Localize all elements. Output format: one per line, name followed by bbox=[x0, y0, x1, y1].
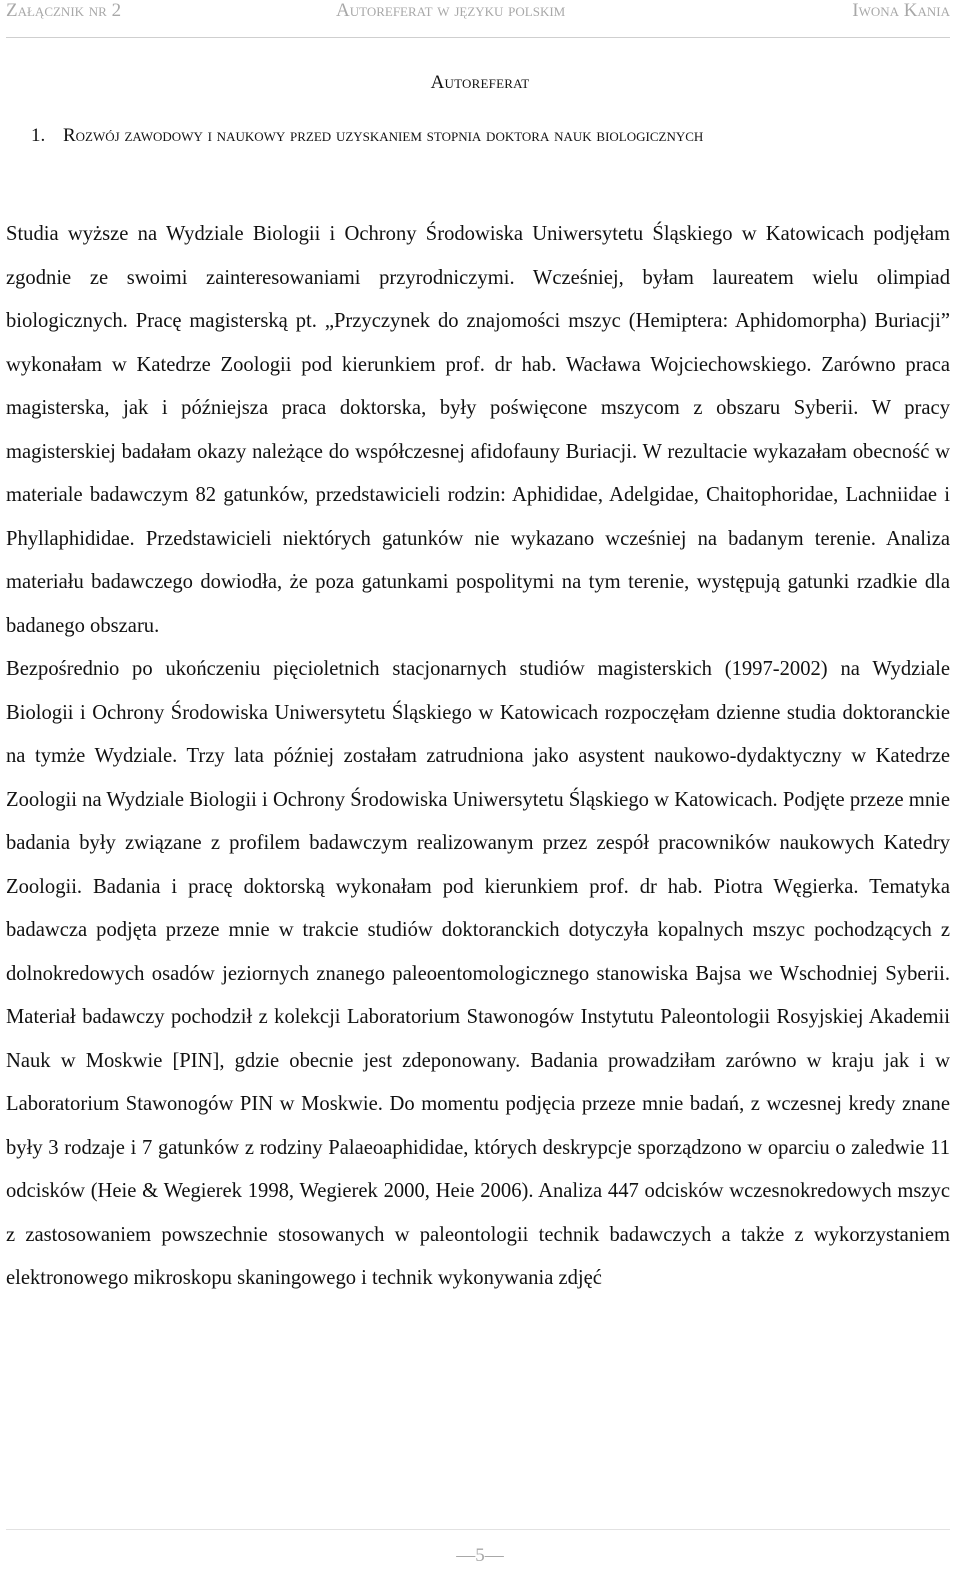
header-divider bbox=[6, 37, 950, 38]
section-heading bbox=[6, 115, 950, 157]
running-header bbox=[6, 0, 950, 22]
header-author-name: Iwona Kania bbox=[852, 0, 950, 21]
section-number: 1. bbox=[31, 125, 46, 146]
paragraph-doctoral-research: Bezpośrednio po ukończeniu pięcioletnich stacjonarnych studiów magisterskich (1997-2002) na Wydziale Biologii i Ochrony Środowiska Uniwersytetu Śląskiego w Katowicach rozpoczęłam dzienne studia doktoranckie na tymże Wydziale. Trzy lata później zostałam zatrudniona jako asystent naukowo-dydaktyczny w Katedrze Zoologii na Wydziale Biologii i Ochrony Środowiska Uniwersytetu Śląskiego w Katowicach. Podjęte przeze mnie badania były związane z profilem badawczym realizowanym przez zespół pracowników naukowych Katedry Zoologii. Badania i pracę doktorską wykonałam pod kierunkiem prof. dr hab. Piotra Węgierka. Tematyka badawcza podjęta przeze mnie w trakcie studiów doktoranckich dotyczyła kopalnych mszyc pochodzących z dolnokredowych osadów jeziornych znanego paleoentomologicznego stanowiska Bajsa we Wschodniej Syberii. Materiał badawczy pochodził z kolekcji Laboratorium Stawonogów Instytutu Paleontologii Rosyjskiej Akademii Nauk w Moskwie [PIN], gdzie obecnie jest zdeponowany. Badania prowadziłam zarówno w kraju jak i w Laboratorium Stawonogów PIN w Moskwie. Do momentu podjęcia przeze mnie badań, z wczesnej kredy znane były 3 rodzaje i 7 gatunków z rodziny Palaeoaphididae, których deskrypcje sporządzono w oparciu o zaledwie 11 odcisków (Heie & Wegierek 1998, Wegierek 2000, Heie 2006). Analiza 447 odcisków wczesnokredowych mszyc z zastosowaniem powszechnie stosowanych w paleontologii technik badawczych a także z wykorzystaniem elektronowego mikroskopu skaningowego i technik wykonywania zdjęć bbox=[6, 658, 950, 1289]
header-document-type: Autoreferat w języku polskim bbox=[336, 0, 566, 21]
footer-divider bbox=[6, 1529, 950, 1530]
document-body bbox=[6, 213, 950, 1301]
paragraph-studies: Studia wyższe na Wydziale Biologii i Ochrony Środowiska Uniwersytetu Śląskiego w Katowicach podjęłam zgodnie ze swoimi zainteresowaniami przyrodniczymi. Wcześniej, byłam laureatem wielu olimpiad biologicznych. Pracę magisterską pt. „Przyczynek do znajomości mszyc (Hemiptera: Aphidomorpha) Buriacji” wykonałam w Katedrze Zoologii pod kierunkiem prof. dr hab. Wacława Wojciechowskiego. Zarówno praca magisterska, jak i późniejsza praca doktorska, były poświęcone mszycom z obszaru Syberii. W pracy magisterskiej badałam okazy należące do współczesnej afidofauny Buriacji. W rezultacie wykazałam obecność w materiale badawczym 82 gatunków, przedstawicieli rodzin: Aphididae, Adelgidae, Chaitophoridae, Lachniidae i Phyllaphididae. Przedstawicieli niektórych gatunków nie wykazano wcześniej na badanym terenie. Analiza materiału badawczego dowiodła, że poza gatunkami pospolitymi na tym terenie, występują gatunki rzadkie dla badanego obszaru. bbox=[6, 223, 950, 637]
document-title: Autoreferat bbox=[430, 72, 530, 93]
header-annex-label: Załącznik nr 2 bbox=[6, 0, 122, 21]
section-title: Rozwój zawodowy i naukowy przed uzyskaniem stopnia doktora nauk biologicznych bbox=[63, 125, 704, 146]
page-number: —5— bbox=[456, 1545, 504, 1566]
